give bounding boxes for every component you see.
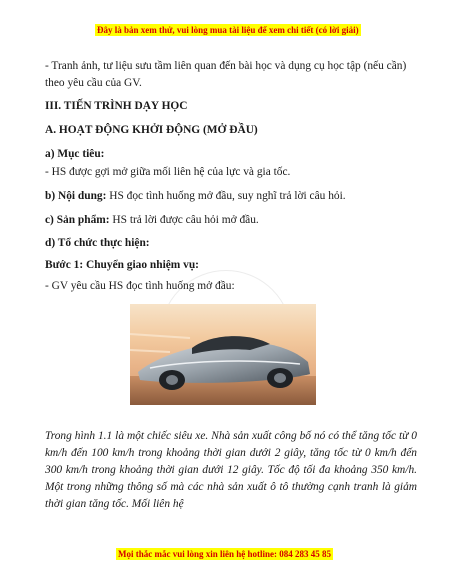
product-label: c) Sản phẩm: xyxy=(45,214,110,226)
section-title: III. TIẾN TRÌNH DẠY HỌC xyxy=(45,100,188,112)
step1-heading: Bước 1: Chuyển giao nhiệm vụ: xyxy=(45,259,199,271)
product-text: HS trả lời được câu hỏi mở đầu. xyxy=(109,214,259,226)
supercar-image xyxy=(130,304,316,405)
goal-heading: a) Mục tiêu: xyxy=(45,148,105,160)
step1-text: - GV yêu cầu HS đọc tình huống mở đầu: xyxy=(45,280,235,292)
organize-heading: d) Tổ chức thực hiện: xyxy=(45,237,150,249)
scenario-paragraph: Trong hình 1.1 là một chiếc siêu xe. Nhà sản xuất công bố nó có thể tăng tốc từ 0 km/h đến 100 km/h trong khoảng thời gian dưới 2 giây, tăng tốc từ 0 km/h đến 300 km/h trong khoảng thời gian dưới 12 giây. Tốc độ tối đa khoảng 350 km/h. Một trong những thông số mà các nhà sản xuất ô tô thường cạnh tranh là giảm thời gian tăng tốc. Mối liên hệ xyxy=(45,430,417,510)
intro-paragraph: - Tranh ảnh, tư liệu sưu tầm liên quan đến bài học và dụng cụ học tập (nếu cần) theo yêu cầu của GV. xyxy=(45,60,407,89)
content-label: b) Nội dung: xyxy=(45,190,107,202)
product-line xyxy=(45,212,417,229)
goal-text: - HS được gợi mở giữa mối liên hệ của lực và gia tốc. xyxy=(45,166,291,178)
supercar-illustration xyxy=(130,304,316,405)
hotline-banner: Mọi thắc mắc vui lòng xin liên hệ hotline: 084 283 45 85 xyxy=(118,549,332,559)
content-text: HS đọc tình huống mở đầu, suy nghĩ trả lời câu hỏi. xyxy=(106,190,346,202)
activity-title: A. HOẠT ĐỘNG KHỞI ĐỘNG (MỞ ĐẦU) xyxy=(45,124,258,136)
preview-notice-banner: Đây là bản xem thử, vui lòng mua tài liệu để xem chi tiết (có lời giải) xyxy=(97,25,359,35)
content-line xyxy=(45,188,417,205)
